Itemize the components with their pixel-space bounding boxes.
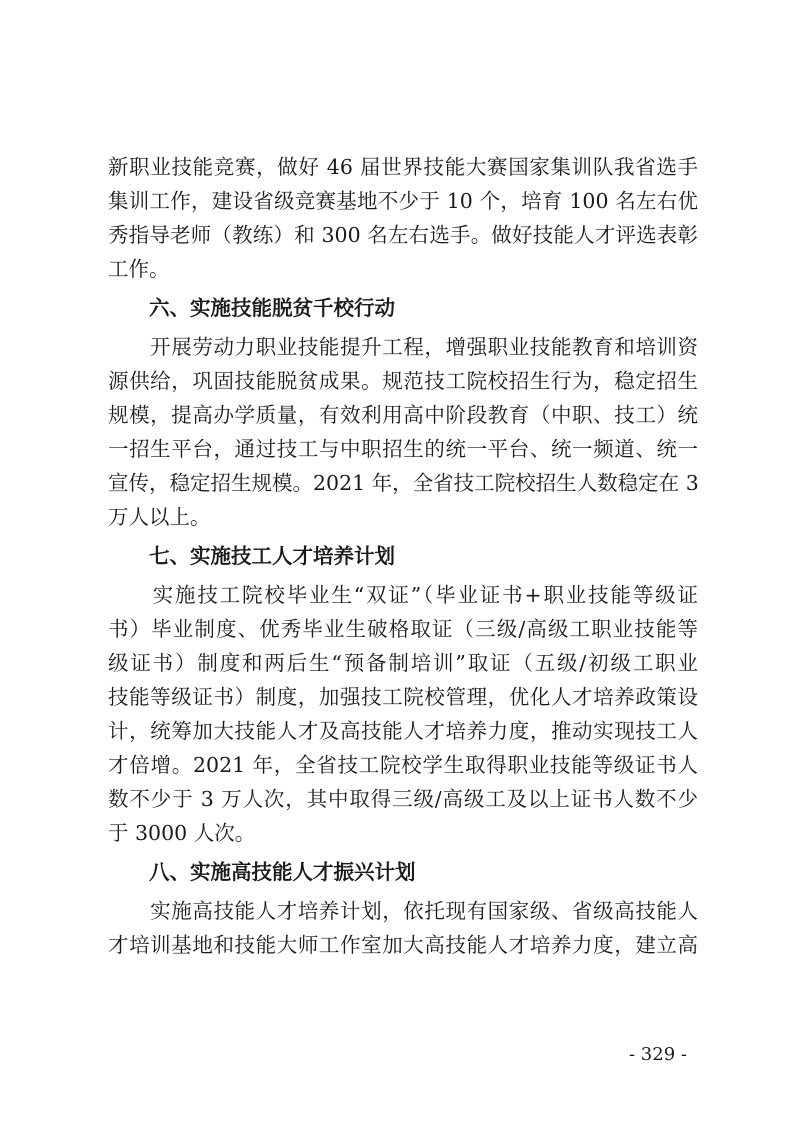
text-line: 实施高技能人才培养计划，依托现有国家级、省级高技能人 bbox=[108, 899, 698, 923]
document-body bbox=[108, 150, 698, 962]
text-line: 集训工作，建设省级竞赛基地不少于 10 个，培育 100 名左右优 bbox=[108, 189, 698, 213]
text-line: 数不少于 3 万人次，其中取得三级/高级工及以上证书人数不少 bbox=[108, 787, 698, 811]
text-line: 级证书）制度和两后生“预备制培训”取证（五级/初级工职业 bbox=[108, 651, 698, 675]
page-number: - 329 - bbox=[629, 1044, 687, 1065]
text-line: 规模，提高办学质量，有效利用高中阶段教育（中职、技工）统 bbox=[108, 403, 698, 427]
text-line: 源供给，巩固技能脱贫成果。规范技工院校招生行为，稳定招生 bbox=[108, 369, 698, 393]
text-line: 才培训基地和技能大师工作室加大高技能人才培养力度，建立高 bbox=[108, 933, 698, 957]
text-line: 书）毕业制度、优秀毕业生破格取证（三级/高级工职业技能等 bbox=[108, 617, 698, 641]
paragraph-competition bbox=[108, 150, 698, 286]
paragraph-high-skill bbox=[108, 894, 698, 962]
text-line: 秀指导老师（教练）和 300 名左右选手。做好技能人才评选表彰 bbox=[108, 223, 698, 247]
section-heading-8: 八、实施高技能人才振兴计划 bbox=[149, 860, 416, 884]
text-line: 开展劳动力职业技能提升工程，增强职业技能教育和培训资 bbox=[108, 335, 698, 359]
section-heading-6: 六、实施技能脱贫千校行动 bbox=[149, 296, 395, 320]
text-line: 于 3000 人次。 bbox=[108, 821, 256, 845]
text-line: 宣传，稳定招生规模。2021 年，全省技工院校招生人数稳定在 3 bbox=[108, 471, 699, 495]
text-line: 才倍增。2021 年，全省技工院校学生取得职业技能等级证书人 bbox=[108, 753, 698, 777]
paragraph-poverty-action bbox=[108, 330, 698, 534]
text-line: 万人以上。 bbox=[108, 505, 211, 529]
text-line: 工作。 bbox=[108, 257, 170, 281]
paragraph-technician-training bbox=[108, 578, 698, 850]
text-line: 计，统筹加大技能人才及高技能人才培养力度，推动实现技工人 bbox=[108, 719, 698, 743]
section-heading-7: 七、实施技工人才培养计划 bbox=[149, 544, 395, 568]
text-line: 一招生平台，通过技工与中职招生的统一平台、统一频道、统一 bbox=[108, 437, 698, 461]
text-line: 技能等级证书）制度，加强技工院校管理，优化人才培养政策设 bbox=[108, 685, 698, 709]
text-line: 实施技工院校毕业生“双证”（毕业证书+职业技能等级证 bbox=[108, 583, 698, 607]
text-line: 新职业技能竞赛，做好 46 届世界技能大赛国家集训队我省选手 bbox=[108, 155, 698, 179]
